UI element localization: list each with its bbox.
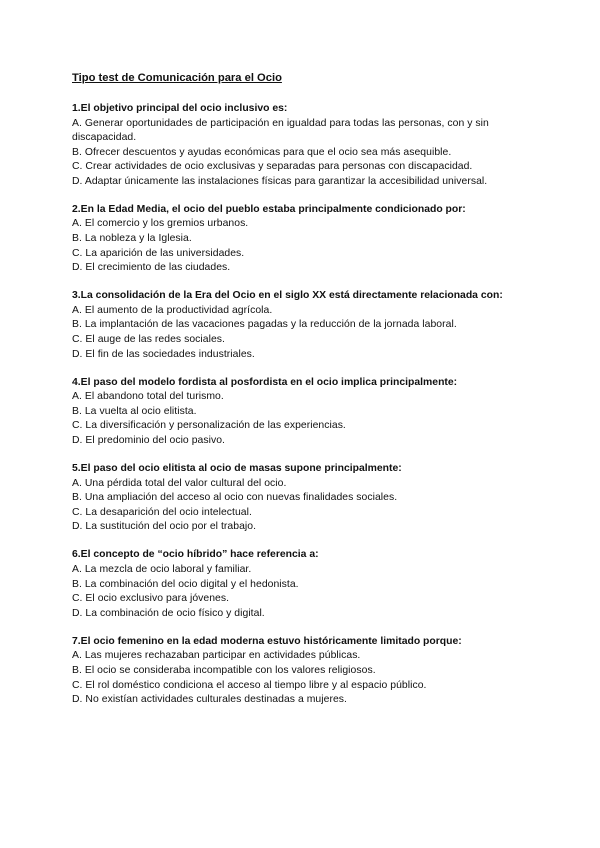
- answer-option: C. La diversificación y personalización de las experiencias.: [72, 420, 346, 432]
- question-text: 5.El paso del ocio elitista al ocio de masas supone principalmente:: [72, 463, 402, 475]
- answer-option: C. La desaparición del ocio intelectual.: [72, 506, 252, 518]
- answer-option: B. La combinación del ocio digital y el hedonista.: [72, 578, 299, 590]
- answer-option: D. Adaptar únicamente las instalaciones físicas para garantizar la accesibilidad universal.: [72, 175, 488, 187]
- answer-option: A. Las mujeres rechazaban participar en actividades públicas.: [72, 650, 361, 662]
- answer-option: C. El ocio exclusivo para jóvenes.: [72, 593, 230, 605]
- answer-option: D. La combinación de ocio físico y digital.: [72, 607, 265, 619]
- answer-option: C. La aparición de las universidades.: [72, 247, 245, 259]
- question-block: [72, 289, 532, 362]
- answer-option: B. La nobleza y la Iglesia.: [72, 233, 192, 245]
- document-title: Tipo test de Comunicación para el Ocio: [72, 72, 282, 84]
- answer-option: D. No existían actividades culturales destinadas a mujeres.: [72, 694, 347, 706]
- question-text: 2.En la Edad Media, el ocio del pueblo estaba principalmente condicionado por:: [72, 203, 466, 215]
- answer-option: A. Generar oportunidades de participación en igualdad para todas las personas, con y sin discapacidad.: [72, 117, 489, 144]
- document-page: [72, 71, 532, 721]
- answer-option: A. La mezcla de ocio laboral y familiar.: [72, 563, 252, 575]
- answer-option: A. El comercio y los gremios urbanos.: [72, 218, 249, 230]
- answer-option: B. La vuelta al ocio elitista.: [72, 405, 197, 417]
- answer-option: A. El aumento de la productividad agrícola.: [72, 304, 273, 316]
- answer-option: D. El crecimiento de las ciudades.: [72, 262, 231, 274]
- answer-option: B. El ocio se consideraba incompatible con los valores religiosos.: [72, 664, 376, 676]
- question-text: 7.El ocio femenino en la edad moderna estuvo históricamente limitado porque:: [72, 635, 462, 647]
- question-text: 6.El concepto de “ocio híbrido” hace referencia a:: [72, 549, 319, 561]
- answer-option: A. Una pérdida total del valor cultural del ocio.: [72, 477, 287, 489]
- answer-option: B. La implantación de las vacaciones pagadas y la reducción de la jornada laboral.: [72, 319, 457, 331]
- answer-option: C. Crear actividades de ocio exclusivas y separadas para personas con discapacidad.: [72, 161, 473, 173]
- answer-option: B. Ofrecer descuentos y ayudas económicas para que el ocio sea más asequible.: [72, 146, 452, 158]
- question-block: [72, 548, 532, 621]
- answer-option: C. El rol doméstico condiciona el acceso al tiempo libre y al espacio público.: [72, 679, 427, 691]
- answer-option: D. El predominio del ocio pasivo.: [72, 435, 225, 446]
- answer-option: A. El abandono total del turismo.: [72, 391, 224, 403]
- question-block: [72, 635, 532, 708]
- question-block: [72, 462, 532, 535]
- question-text: 3.La consolidación de la Era del Ocio en el siglo XX está directamente relacionada con:: [72, 290, 503, 302]
- answer-option: B. Una ampliación del acceso al ocio con nuevas finalidades sociales.: [72, 492, 398, 504]
- question-block: [72, 376, 532, 449]
- answer-option: D. La sustitución del ocio por el trabajo.: [72, 521, 257, 533]
- answer-option: D. El fin de las sociedades industriales.: [72, 348, 255, 360]
- question-list: [72, 102, 532, 708]
- question-text: 4.El paso del modelo fordista al posfordista en el ocio implica principalmente:: [72, 376, 458, 388]
- question-block: [72, 102, 532, 189]
- question-text: 1.El objetivo principal del ocio inclusivo es:: [72, 103, 288, 114]
- question-block: [72, 203, 532, 276]
- answer-option: C. El auge de las redes sociales.: [72, 334, 225, 346]
